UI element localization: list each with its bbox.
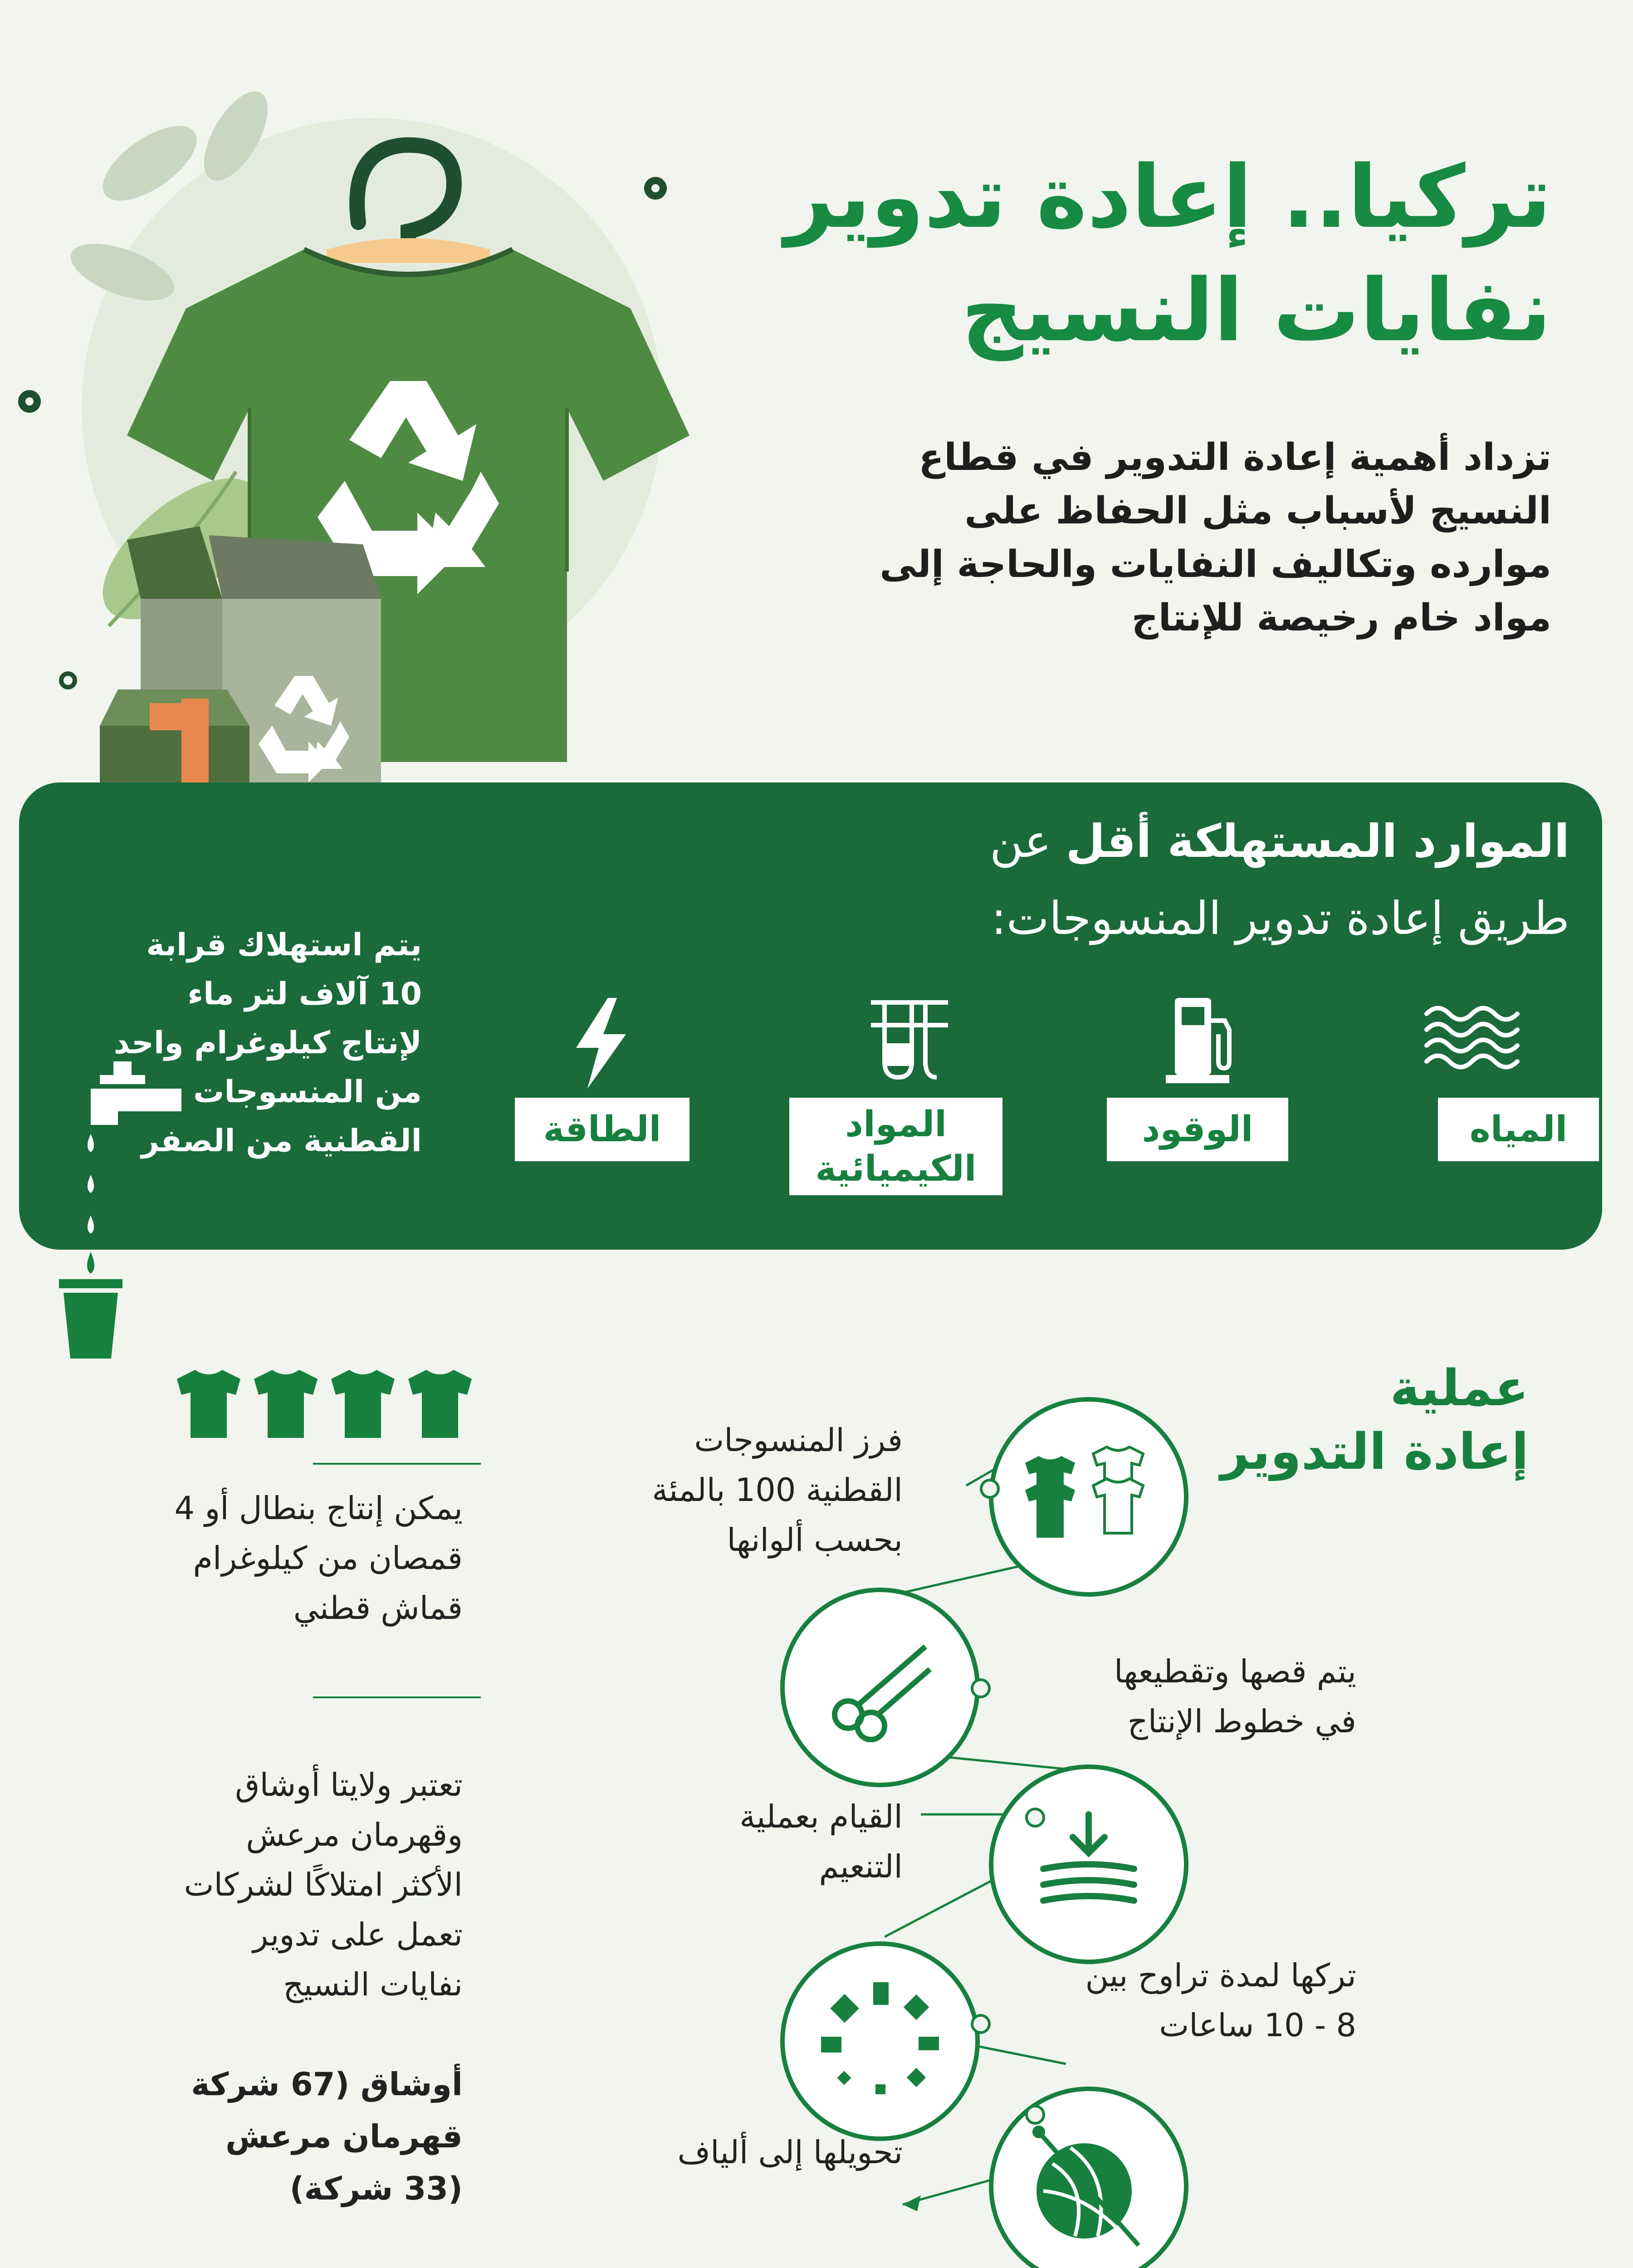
- resources-heading-line2: طريق إعادة تدوير المنسوجات:: [991, 892, 1569, 945]
- step2-text: يتم قصها وتقطيعها في خطوط الإنتاج: [1114, 1653, 1356, 1740]
- step3-circle: [989, 1765, 1188, 1964]
- shirts-note: يمكن إنتاج بنطال أو 4 قمصان من كيلوغرام قماش قطني: [174, 1490, 463, 1627]
- stat-kahramanmaras-count: (33 شركة): [289, 2170, 463, 2207]
- softening-layers-icon: [1030, 1805, 1148, 1923]
- page-title-line1: تركيا.. إعادة تدوير: [784, 147, 1551, 247]
- recycling-box-illustration: [91, 508, 408, 826]
- yarn-ball-icon: [1025, 2123, 1152, 2250]
- step2-circle: [780, 1588, 980, 1787]
- step3-text: القيام بعملية التنعيم: [739, 1798, 903, 1885]
- water-consumption-note: يتم استهلاك قرابة 10 آلاف لتر ماء لإنتاج كيلوغرام واحد من المنسوجات القطنية من الصفر: [113, 927, 422, 1159]
- stat-usak: أوشاق (67 شركة: [191, 2066, 463, 2103]
- process-title-line2: إعادة التدوير: [1220, 1422, 1529, 1481]
- step5-text: تحويلها إلى ألياف: [677, 2134, 903, 2171]
- test-tubes-icon: [862, 993, 953, 1089]
- lightning-icon: [567, 993, 635, 1093]
- resource-fuel-label: الوقود: [1107, 1098, 1288, 1161]
- decor-dot: [59, 671, 77, 689]
- fuel-pump-icon: [1161, 989, 1243, 1089]
- resource-chemicals-label: المواد الكيميائية: [789, 1098, 1002, 1195]
- divider: [313, 1696, 481, 1698]
- stat-kahramanmaras: قهرمان مرعش: [225, 2118, 463, 2155]
- intro-paragraph: تزداد أهمية إعادة التدوير في قطاع النسيج لأسباب مثل الحفاظ على موارده وتكاليف النفايات والحاجة إلى مواد خام رخيصة للإنتاج: [880, 436, 1551, 640]
- resource-energy-label: الطاقة: [515, 1098, 689, 1161]
- step1-circle: [989, 1397, 1188, 1597]
- step1-text: فرز المنسوجات القطنية 100 بالمئة بحسب ألوانها: [652, 1422, 903, 1559]
- water-drops: [77, 1134, 104, 1270]
- step1-dot: [980, 1479, 1000, 1499]
- divider: [313, 1463, 481, 1465]
- provinces-note: تعتبر ولايتا أوشاق وقهرمان مرعش الأكثر امتلاكًا لشركات تعمل على تدوير نفايات النسيج: [184, 1766, 463, 2003]
- resources-heading: [662, 812, 1569, 871]
- water-tap-icon: [73, 1061, 191, 1125]
- resource-water-label: المياه: [1438, 1098, 1599, 1161]
- scissors-icon: [821, 1628, 939, 1746]
- loading-timer-icon: [816, 1978, 944, 2105]
- step2-dot: [971, 1678, 991, 1698]
- sorted-shirts-icon: [1021, 1438, 1157, 1556]
- decor-ring: [18, 390, 41, 413]
- step4-text: تركها لمدة تراوح بين 8 - 10 ساعات: [1085, 1957, 1356, 2044]
- step4-dot: [971, 2014, 991, 2034]
- water-waves-icon: [1420, 1000, 1524, 1073]
- step3-dot: [1025, 1808, 1045, 1828]
- process-title-line1: عملية: [1390, 1359, 1529, 1417]
- four-shirts-icon: [177, 1370, 476, 1438]
- step4-circle: [780, 1941, 980, 2141]
- resources-heading-bold: الموارد المستهلكة أقل: [1066, 815, 1569, 868]
- page-title-line2: نفايات النسيج: [961, 260, 1551, 361]
- resources-heading-rest: عن: [989, 815, 1066, 868]
- water-cup-icon: [54, 1279, 127, 1361]
- step5-dot: [1025, 2105, 1045, 2125]
